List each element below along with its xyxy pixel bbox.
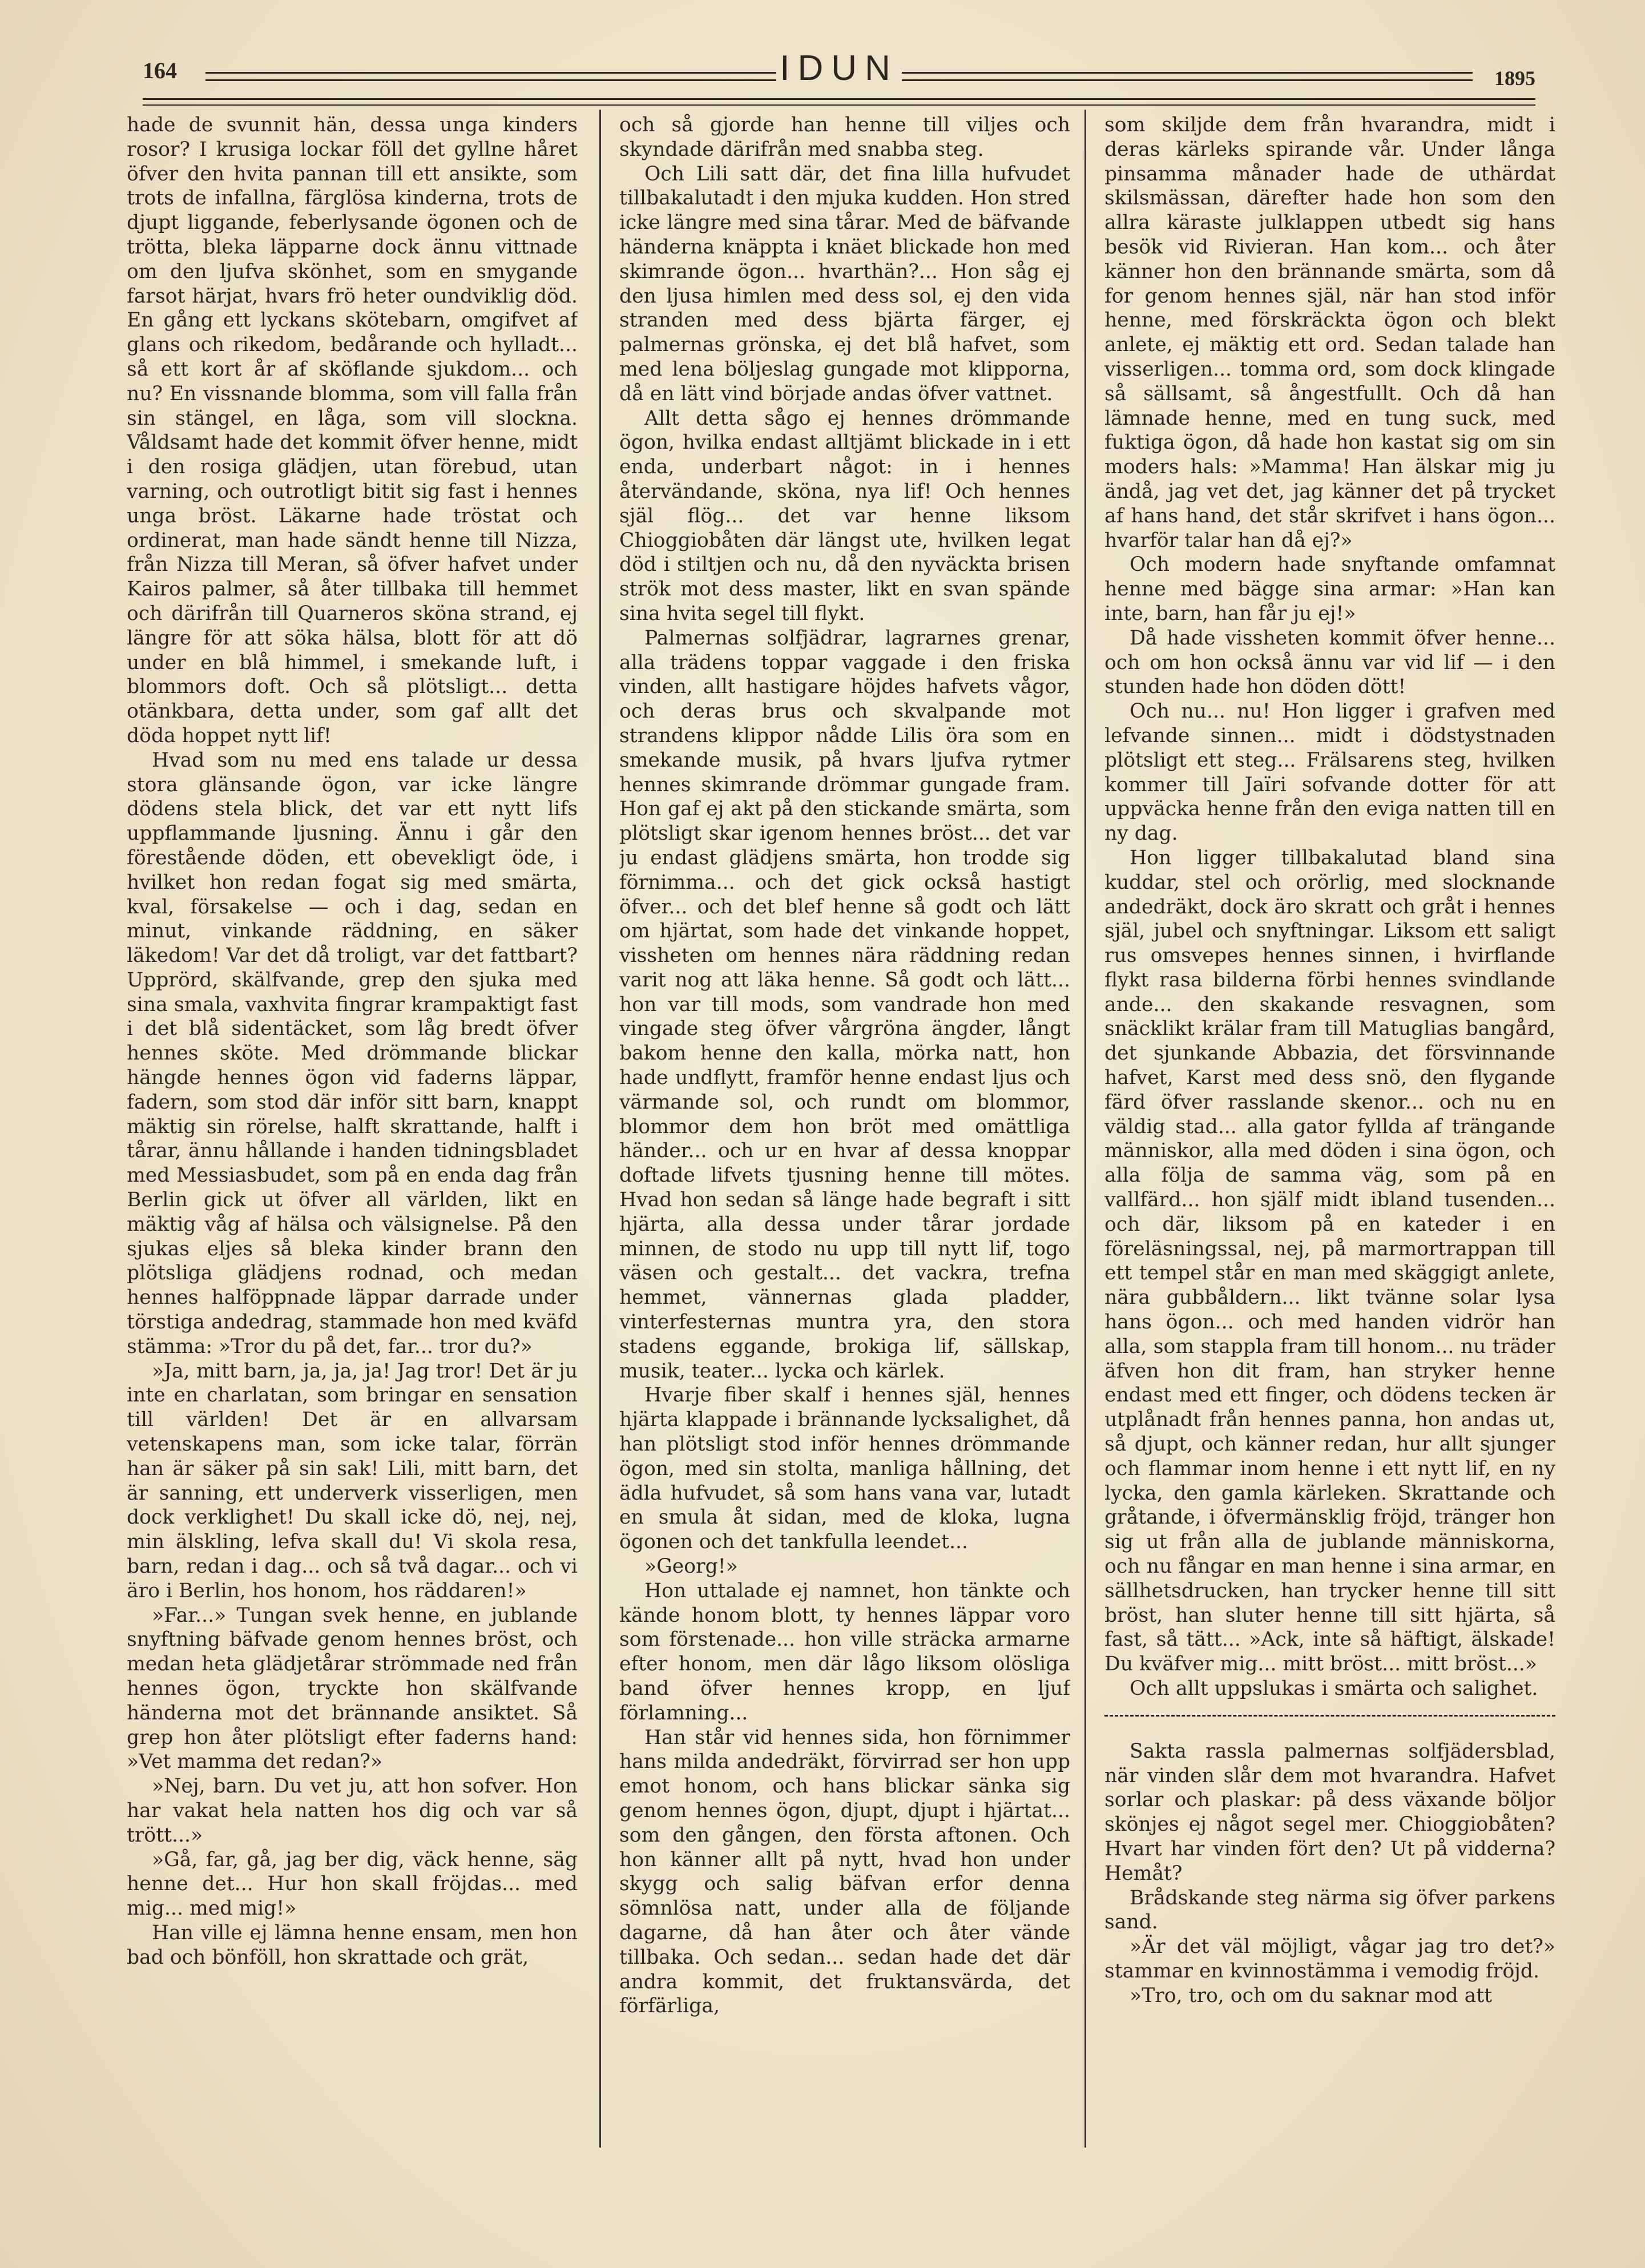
paragraph: Hon uttalade ej namnet, hon tänkte och kände honom blott, ty hennes läppar voro som förstenade... hon ville sträcka armarne efter honom, men där lågo liksom olösliga band öfver hennes kropp, en ljuf förlamning... — [619, 1579, 1070, 1725]
paragraph: Då hade vissheten kommit öfver henne... och om hon också ännu var vid lif — i den stunden hade hon döden dött! — [1104, 626, 1555, 699]
paragraph: »Tro, tro, och om du saknar mod att — [1130, 1984, 1493, 2007]
header-rule-right — [902, 72, 1473, 81]
column-divider-2 — [1084, 110, 1086, 2148]
column-divider-1 — [599, 110, 601, 2148]
text-column-1 — [127, 113, 578, 2145]
paragraph: Han ville ej lämna henne ensam, men hon bad och bönföll, hon skrattade och grät, — [127, 1921, 578, 1969]
page-number: 164 — [143, 58, 177, 83]
paragraph: hade de svunnit hän, dessa unga kinders rosor? I krusiga lockar föll det gyllne håret öfver den hvita pannan till ett ansikte, som trots de infallna, färglösa kinderna, trots de djupt liggande, feberlysande ögonen och de trötta, bleka läpparne dock ännu vittnade om den ljufva skönhet, som en smygande farsot härjat, hvars frö heter oundviklig död. En gång ett lyckans skötebarn, omgifvet af glans och rikedom, bedårande och hylladt... så ett kort år af sköflande sjukdom... och nu? En vissnande blomma, som vill falla från sin stängel, en låga, som vill slockna. Våldsamt hade det kommit öfver henne, midt i den rosiga glädjen, utan förebud, utan varning, och outrotligt bitit sig fast i hennes unga bröst. Läkarne hade tröstat och ordinerat, man hade sändt henne till Nizza, från Nizza till Meran, så öfver hafvet under Kairos palmer, så åter tillbaka till hemmet och därifrån till Quarneros sköna strand, ej längre för att söka hälsa, blott för att dö under en blå himmel, i smekande luft, i blommors doft. Och så plötsligt... detta otänkbara, detta under, som gaf allt det döda hoppet nytt lif! — [127, 114, 578, 747]
paragraph: »Far...» Tungan svek henne, en jublande snyftning bäfvade genom hennes bröst, och medan heta glädjetårar strömmade ned från hennes ögon, tryckte hon skälfvande händerna mot det brännande ansiktet. Så grep hon åter plötsligt efter faderns hand: »Vet mamma det redan?» — [127, 1604, 578, 1774]
paragraph: och så gjorde han henne till viljes och skyndade därifrån med snabba steg. — [619, 114, 1070, 161]
paragraph: »Är det väl möjligt, vågar jag tro det?» stammar en kvinnostämma i vemodig fröjd. — [1104, 1935, 1555, 1983]
paragraph: Och nu... nu! Hon ligger i grafven med lefvande sinnen... midt i dödstystnaden plötsligt ett steg... Frälsarens steg, hvilken kommer till Jaïri sofvande dotter för att uppväcka henne från den eviga natten till en ny dag. — [1104, 700, 1555, 845]
header-rule-bottom — [143, 98, 1535, 106]
paragraph: »Nej, barn. Du vet ju, att hon sofver. Hon har vakat hela natten hos dig och var så trött...» — [127, 1775, 578, 1847]
paragraph: Hvad som nu med ens talade ur dessa stora glänsande ögon, var icke längre dödens stela blick, det var ett nytt lifs uppflammande ljusning. Ännu i går den förestående döden, ett obevekligt öde, i hvilket hon redan fogat sig med smärta, kval, försakelse — och i dag, sedan en minut, vinkande räddning, en säker läkedom! Var det då troligt, var det fattbart? Upprörd, skälfvande, grep den sjuka med sina smala, vaxhvita fingrar krampaktigt fast i det blå sidentäcket, som låg bredt öfver hennes sköte. Med drömmande blickar hängde hennes ögon vid faderns läppar, fadern, som stod där inför sitt barn, knappt mäktig sin rörelse, halft skrattande, halft i tårar, ännu hållande i handen tidningsbladet med Messiasbudet, som på en enda dag från Berlin gick ut öfver all världen, likt en mäktig våg af hälsa och välsignelse. På den sjukas eljes så bleka kinder brann den plötsliga glädjens rodnad, och medan hennes halföppnade läppar darrade under törstiga andedrag, stammade hon med kväfd stämma: »Tror du på det, far... tror du?» — [127, 748, 578, 1358]
masthead-title: IDUN — [780, 49, 898, 88]
paragraph: Hvarje fiber skalf i hennes själ, hennes hjärta klappade i brännande lycksalighet, då han plötsligt stod inför hennes drömmande ögon, med sin stolta, manliga hållning, det ädla hufvudet, så som hans vana var, lutadt en smula åt sidan, med de kloka, lugna ögonen och det tankfulla leendet... — [619, 1384, 1070, 1554]
paragraph: Palmernas solfjädrar, lagrarnes grenar, alla trädens toppar vaggade i den friska vinden, allt hastigare höjdes hafvets vågor, och deras brus och skvalpande mot strandens klippor nådde Lilis öra som en smekande musik, på hvars ljufva rytmer hennes skimrande drömmar gungade fram. Hon gaf ej akt på den stickande smärta, som plötsligt skar igenom hennes bröst... det var ju endast glädjens smärta, hon trodde sig förnimma... och det gick också hastigt öfver... och det blef henne så godt och lätt om hjärtat, som hade det vinkande hoppet, vissheten om hennes nära räddning redan varit nog att läka henne. Så godt och lätt... hon var till mods, som vandrade hon med vingade steg öfver vårgröna ängder, långt bakom henne den kalla, mörka natt, hon hade undflytt, framför henne endast ljus och värmande sol, och rundt om blommor, blommor dem hon bröt med omättliga händer... och ur en hvar af dessa knoppar doftade lifvets tjusning henne till mötes. Hvad hon sedan så länge hade begraft i sitt hjärta, alla dessa under tårar jordade minnen, de stodo nu upp till nytt lif, togo väsen och gestalt... det vackra, trefna hemmet, vännernas glada pladder, vinterfesternas muntra yra, den stora stadens eggande, brokiga lif, sällskap, musik, teater... lycka och kärlek. — [619, 626, 1070, 1383]
paragraph: Allt detta sågo ej hennes drömmande ögon, hvilka endast alltjämt blickade in i ett enda, underbart något: in i hennes återvändande, sköna, nya lif! Och hennes själ flög... det var henne liksom Chioggiobåten där längst ute, hvilken legat död i stiltjen och nu, då den nyväckta brisen strök mot dess master, likt en svan spände sina hvita segel till flykt. — [619, 406, 1070, 625]
text-column-2 — [619, 113, 1070, 2145]
paragraph: »Gå, far, gå, jag ber dig, väck henne, säg henne det... Hur hon skall fröjdas... med mig... med mig!» — [127, 1848, 578, 1920]
paragraph: Brådskande steg närma sig öfver parkens sand. — [1104, 1886, 1555, 1934]
paragraph: »Ja, mitt barn, ja, ja, ja! Jag tror! Det är ju inte en charlatan, som bringar en sensation till världen! Det är en allvarsam vetenskapens man, som icke talar, förrän han är säker på sin sak! Lili, mitt barn, det är sanning, ett underverk visserligen, men dock verklighet! Du skall icke dö, nej, nej, min älskling, lefva skall du! Vi skola resa, barn, redan i dag... och så två dagar... och vi äro i Berlin, hos honom, hos räddaren!» — [127, 1359, 578, 1602]
paragraph: Och allt uppslukas i smärta och salighet. — [1130, 1677, 1538, 1700]
paragraph: Han står vid hennes sida, hon förnimmer hans milda andedräkt, förvirrad ser hon upp emot honom, och hans blickar sänka sig genom hennes ögon, djupt, djupt i hjärtat... som den gången, den första aftonen. Och hon känner allt på nytt, hvad hon under skygg och salig bäfvan erfor denna sömnlösa natt, under alla de följande dagarne, då han åter och åter vände tillbaka. Och sedan... sedan hade det där andra kommit, det fruktansvärda, det förfärliga, — [619, 1726, 1070, 2018]
paragraph: Och Lili satt där, det fina lilla hufvudet tillbakalutadt i den mjuka kudden. Hon stred icke längre med sina tårar. Med de bäfvande händerna knäppta i knäet blickade hon med skimrande ögon... hvarthän?... Hon såg ej den ljusa himlen med dess sol, ej den vida stranden med dess bjärta färger, ej palmernas grönska, ej det blå hafvet, som med lena böljeslag gungade mot klipporna, då en lätt vind började andas öfver vattnet. — [619, 162, 1070, 405]
section-separator — [1104, 1715, 1555, 1726]
paragraph: Sakta rassla palmernas solfjädersblad, när vinden slår dem mot hvarandra. Hafvet sorlar och plaskar: på dess växande böljor skönjes ej något segel mer. Chioggiobåten? Hvart har vinden fört den? Ut på vidderna? Hemåt? — [1104, 1739, 1555, 1885]
paragraph: »Georg!» — [644, 1555, 738, 1578]
paragraph: som skiljde dem från hvarandra, midt i deras kärleks spirande vår. Under långa pinsamma månader hade de uthärdat skilsmässan, därefter hade hon som den allra käraste julklappen utbedt sig hans besök vid Rivieran. Han kom... och åter känner hon den brännande smärta, som då for genom hennes själ, när han stod inför henne, med förskräckta ögon och blekt anlete, ej mäktig ett ord. Sedan talade han visserligen... tomma ord, som dock klingade så sällsamt, så ångestfullt. Och då han lämnade henne, med en tung suck, med fuktiga ögon, då hade hon kastat sig om sin moders hals: »Mamma! Han älskar mig ju ändå, jag vet det, jag känner det på trycket af hans hand, det står skrifvet i hans ögon... hvarför talar han då ej?» — [1104, 114, 1555, 552]
paragraph: Och modern hade snyftande omfamnat henne med bägge sina armar: »Han kan inte, barn, han får ju ej!» — [1104, 553, 1555, 625]
text-column-3 — [1104, 113, 1555, 2145]
paragraph: Hon ligger tillbakalutad bland sina kuddar, stel och orörlig, med slocknande andedräkt, dock äro skratt och gråt i hennes själ, jubel och snyftningar. Liksom ett saligt rus omsvepes hennes sinnen, i hvirflande flykt rasa bilderna förbi hennes svindlande ande... den skakande resvagnen, som snäcklikt krälar fram till Matuglias bangård, det sjunkande Abbazia, det försvinnande hafvet, Karst med dess snö, den flygande färd öfver rasslande skenor... och nu en väldig stad... alla gator fyllda af trängande människor, alla med döden i sina ögon, och alla följa de samma väg, som på en vallfärd... hon själf midt ibland tusenden... och där, liksom på en kateder i en föreläsningssal, nej, på marmortrappan till ett tempel står en man med skäggigt anlete, nära gubbåldern... likt tvänne solar lysa hans ögon... och med handen vidrör han alla, som stappla fram till honom... nu träder äfven hon dit fram, han stryker henne endast med ett finger, och dödens tecken är utplånadt från hennes panna, hon andas ut, så djupt, och känner redan, hur allt sjunger och flammar inom henne i ett nytt lif, en ny lycka, den gamla kärleken. Skrattande och gråtande, i öfvermänsklig fröjd, tränger hon sig ut från alla de jublande människorna, och nu fångar en man henne i sina armar, en sällhetsdrucken, han trycker henne till sitt bröst, han sluter henne till sitt hjärta, så fast, så tätt... »Ack, inte så häftigt, älskade! Du kväfver mig... mitt bröst... mitt bröst...» — [1104, 846, 1555, 1676]
page-year: 1895 — [1494, 67, 1535, 90]
page-header — [143, 46, 1535, 103]
